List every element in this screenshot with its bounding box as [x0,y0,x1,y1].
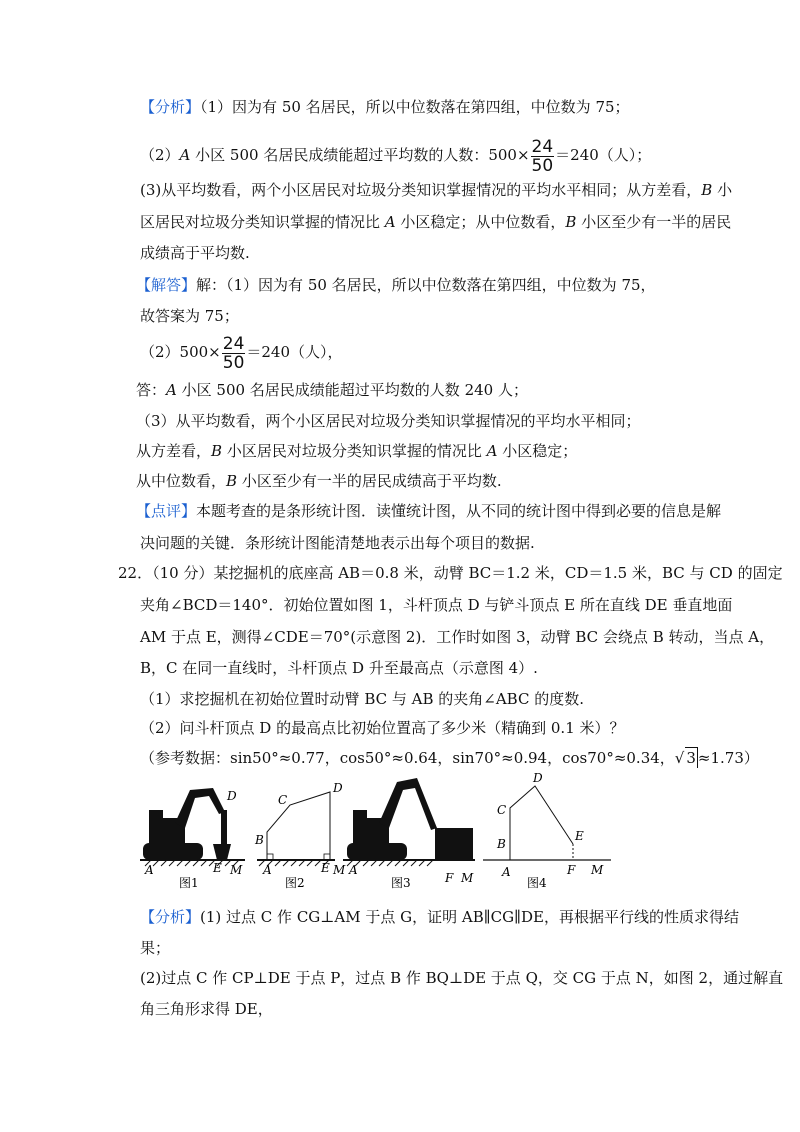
analysis-line-5: 成绩高于平均数. [140,244,250,262]
analysis2-line-3: (2)过点 C 作 CP⊥DE 于点 P，过点 B 作 BQ⊥DE 于点 Q，交 CG 于点 N，如图 2，通过解直 [140,969,784,987]
analysis2-line-4: 角三角形求得 DE， [140,1000,273,1018]
svg-text:A: A [145,863,154,877]
comment-line-1: 【点评】本题考查的是条形统计图．读懂统计图，从不同的统计图中得到必要的信息是解 [136,502,722,520]
q22-line-6: （2）问斗杆顶点 D 的最高点比初始位置高了多少米（精确到 0.1 米）？ [140,719,625,737]
comment-line-2: 决问题的关键．条形统计图能清楚地表示出每个项目的数据. [140,534,535,552]
svg-text:D: D [333,781,343,795]
svg-text:图3: 图3 [391,876,411,890]
svg-text:图4: 图4 [527,876,547,890]
svg-text:C: C [497,803,507,817]
svg-text:M: M [333,863,346,877]
figure4-arm [510,786,573,860]
svg-text:A: A [502,865,511,879]
solution-line-7: 从中位数看，B 小区至少有一半的居民成绩高于平均数. [136,472,502,490]
solution-line-1: 【解答】解：（1）因为有 50 名居民，所以中位数落在第四组，中位数为 75， [136,276,656,294]
q22-line-3: AM 于点 E，测得∠CDE＝70°(示意图 2)．工作时如图 3，动臂 BC 会绕点 B 转动，当点 A， [140,628,775,646]
solution-line-4: 答：A 小区 500 名居民成绩能超过平均数的人数 240 人； [136,381,528,399]
svg-text:B: B [255,833,264,847]
svg-text:F: F [567,863,576,877]
svg-text:M: M [461,871,474,885]
fraction: $\frac{24}{50}$ [222,333,245,373]
svg-text:E: E [213,861,222,875]
analysis-line-2: （2）A 小区 500 名居民成绩能超过平均数的人数：500× $\frac{24}{50}$ ＝240（人）； [140,136,652,176]
solution-line-3: （2）500× $\frac{24}{50}$ ＝240（人）， [140,333,343,373]
svg-text:M: M [591,863,604,877]
analysis2-tag: 【分析】 [140,908,201,926]
svg-text:B: B [497,837,506,851]
svg-text:E: E [575,829,584,843]
solution-line-5: （3）从平均数看，两个小区居民对垃圾分类知识掌握情况的平均水平相同； [136,412,641,430]
fraction: $\frac{24}{50}$ [531,136,554,176]
solution-line-2: 故答案为 75； [140,307,239,325]
svg-text:D: D [227,789,237,803]
svg-text:D: D [533,771,543,785]
figure2-arm [267,792,330,860]
analysis-line-3: (3)从平均数看，两个小区居民对垃圾分类知识掌握情况的平均水平相同；从方差看，B 小 [140,181,733,199]
q22-line-2: 夹角∠BCD＝140°．初始位置如图 1，斗杆顶点 D 与铲斗顶点 E 所在直线 DE 垂直地面 [140,596,733,614]
svg-text:C: C [278,793,288,807]
svg-text:M: M [230,863,243,877]
q22-line-7: （参考数据：sin50°≈0.77，cos50°≈0.64，sin70°≈0.94，cos70°≈0.34，√ 3 ≈1.73） [140,749,759,767]
svg-text:图2: 图2 [285,876,305,890]
comment-tag: 【点评】 [136,502,197,520]
excavator-silhouette-3 [347,778,473,860]
analysis-line-1: 【分析】（1）因为有 50 名居民，所以中位数落在第四组，中位数为 75； [140,98,630,116]
analysis-tag: 【分析】 [140,98,201,116]
svg-text:F: F [445,871,454,885]
svg-text:图1: 图1 [179,876,199,890]
analysis2-line-1: 【分析】(1) 过点 C 作 CG⊥AM 于点 G，证明 AB∥CG∥DE，再根据平行线的性质求得结 [140,908,740,926]
analysis-line-4: 区居民对垃圾分类知识掌握的情况比 A 小区稳定；从中位数看，B 小区至少有一半的居民 [140,213,732,231]
q22-line-5: （1）求挖掘机在初始位置时动臂 BC 与 AB 的夹角∠ABC 的度数. [140,690,584,708]
excavator-figures [135,768,615,898]
svg-text:E: E [321,861,330,875]
solution-tag: 【解答】 [136,276,197,294]
svg-text:A: A [263,863,272,877]
q22-line-1: 22．（10 分）某挖掘机的底座高 AB＝0.8 米，动臂 BC＝1.2 米，CD＝1.5 米，BC 与 CD 的固定 [118,564,783,582]
excavator-silhouette-1 [143,788,231,860]
q22-line-4: B，C 在同一直线时，斗杆顶点 D 升至最高点（示意图 4）. [140,659,538,677]
solution-line-6: 从方差看，B 小区居民对垃圾分类知识掌握的情况比 A 小区稳定； [136,442,578,460]
svg-text:A: A [349,863,358,877]
analysis2-line-2: 果； [140,939,171,957]
